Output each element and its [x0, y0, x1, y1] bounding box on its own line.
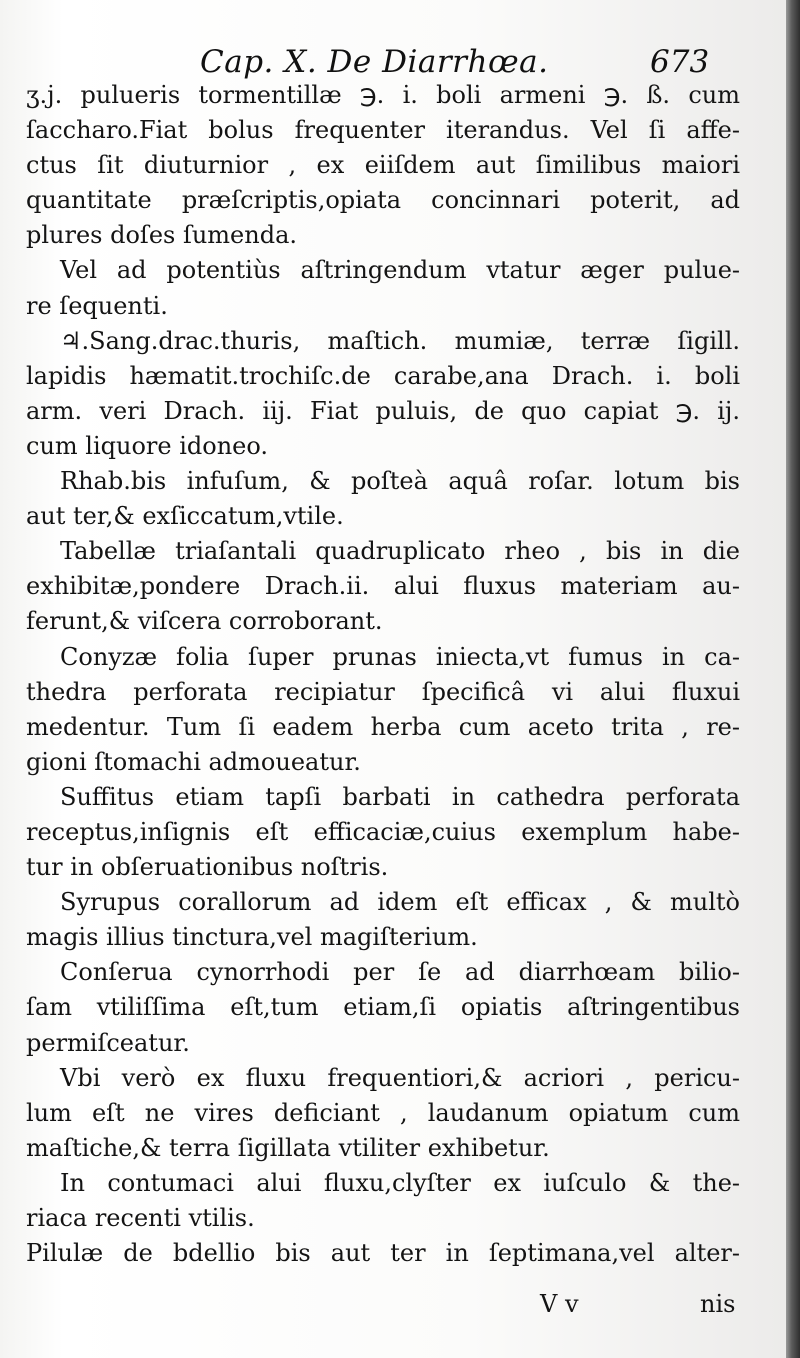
page-footer	[0, 1290, 760, 1330]
recipe-line: lapidis hæmatit.trochiſc.de carabe,ana Drach. i. boli	[26, 361, 740, 390]
recipe-line: arm. veri Drach. iij. Fiat puluis, de quo capiat ℈. ij.	[26, 396, 740, 425]
page-edge-shadow	[786, 0, 800, 1358]
paragraph-start-line: Vbi verò ex fluxu frequentiori,& acriori , pericu-	[60, 1063, 740, 1092]
text-line: quantitate præſcriptis,opiata concinnari poterit, ad	[26, 186, 740, 215]
running-title: Cap. X. De Diarrhœa.	[200, 44, 549, 80]
recipe-line: ♃.Sang.drac.thuris, maſtich. mumiæ, terræ ſigill.	[60, 326, 740, 355]
text-line: receptus,inſignis eſt efficaciæ,cuius exemplum habe-	[26, 817, 740, 846]
text-line: plures doſes ſumenda.	[26, 221, 298, 250]
text-line: maſtiche,& terra ſigillata vtiliter exhibetur.	[26, 1133, 550, 1162]
catchword: nis	[700, 1290, 736, 1318]
text-line: magis illius tinctura,vel magiſterium.	[26, 923, 478, 952]
text-line: ſam vtiliſſima eſt,tum etiam,ſi opiatis aſtringentibus	[26, 993, 740, 1022]
text-line: ſaccharo.Fiat bolus frequenter iterandus. Vel ſi affe-	[26, 116, 740, 145]
text-line: ctus ſit diuturnior , ex eiiſdem aut ſimilibus maiori	[26, 151, 740, 180]
signature-mark: V v	[540, 1290, 579, 1318]
paragraph-start-line: In contumaci alui fluxu,clyſter ex iuſculo & the-	[60, 1168, 740, 1197]
recipe-line: cum liquore idoneo.	[26, 431, 269, 460]
paragraph-start-line: Vel ad potentiùs aſtringendum vtatur æger pulue-	[60, 256, 740, 285]
paragraph-start-line: Rhab.bis infuſum, & poſteà aquâ roſar. lotum bis	[60, 467, 740, 496]
text-line: ferunt,& viſcera corroborant.	[26, 607, 383, 636]
text-line: exhibitæ,pondere Drach.ii. alui fluxus materiam au-	[26, 572, 740, 601]
page-number: 673	[650, 44, 710, 80]
paragraph-start-line: Tabellæ triaſantali quadruplicato rheo , bis in die	[60, 537, 740, 566]
paragraph-start-line: Conyzæ folia ſuper prunas iniecta,vt fumus in ca-	[60, 642, 740, 671]
text-line: permiſceatur.	[26, 1028, 190, 1057]
text-line: riaca recenti vtilis.	[26, 1204, 255, 1232]
text-line: lum eſt ne vires deficiant , laudanum opiatum cum	[26, 1098, 740, 1127]
text-line: gioni ſtomachi admoueatur.	[26, 747, 361, 776]
text-line: tur in obſeruationibus noſtris.	[26, 853, 389, 882]
paragraph-start-line: Pilulæ de bdellio bis aut ter in ſeptimana,vel alter-	[26, 1239, 740, 1268]
paragraph-start-line: Suffitus etiam tapſi barbati in cathedra perforata	[60, 782, 740, 811]
text-line: medentur. Tum ſi eadem herba cum aceto trita , re-	[26, 712, 740, 741]
text-line: aut ter,& exſiccatum,vtile.	[26, 502, 344, 531]
paragraph-start-line: Syrupus corallorum ad idem eſt efficax , & multò	[60, 888, 740, 917]
paragraph-start-line: Conſerua cynorrhodi per ſe ad diarrhœam bilio-	[60, 958, 740, 987]
text-line: thedra perforata recipiatur ſpecificâ vi alui fluxui	[26, 677, 740, 706]
body-text	[26, 78, 740, 1271]
text-line: ʒ.j. pulueris tormentillæ ℈. i. boli armeni ℈. ß. cum	[26, 81, 740, 109]
text-line: re ſequenti.	[26, 291, 168, 320]
